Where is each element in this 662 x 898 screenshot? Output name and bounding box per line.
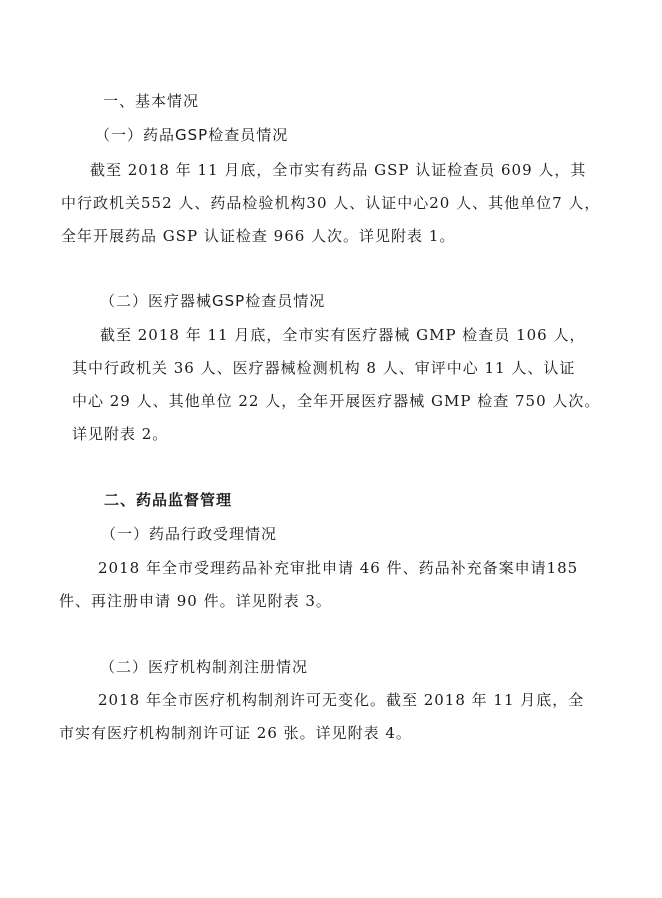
subsection-heading-drug-gsp-inspectors: （一）药品GSP检查员情况 xyxy=(95,126,289,144)
paragraph-line: 中心 29 人、其他单位 22 人，全年开展医疗器械 GMP 检查 750 人次。 xyxy=(72,392,601,410)
section-heading-basic-info: 一、基本情况 xyxy=(103,92,200,110)
paragraph-line: 截至 2018 年 11 月底，全市实有药品 GSP 认证检查员 609 人，其 xyxy=(90,161,587,179)
paragraph-line: 件、再注册申请 90 件。详见附表 3。 xyxy=(59,592,332,610)
subsection-heading-drug-admin-acceptance: （一）药品行政受理情况 xyxy=(101,525,278,543)
paragraph-line: 详见附表 2。 xyxy=(72,425,169,443)
paragraph-line: 其中行政机关 36 人、医疗器械检测机构 8 人、审评中心 11 人、认证 xyxy=(72,359,576,377)
paragraph-line: 2018 年全市受理药品补充审批申请 46 件、药品补充备案申请185 xyxy=(98,559,579,577)
section-heading-drug-supervision: 二、药品监督管理 xyxy=(104,491,233,509)
paragraph-line: 中行政机关552 人、药品检验机构30 人、认证中心20 人、其他单位7 人， xyxy=(61,194,601,212)
paragraph-line: 市实有医疗机构制剂许可证 26 张。详见附表 4。 xyxy=(59,724,412,742)
paragraph-line: 全年开展药品 GSP 认证检查 966 人次。详见附表 1。 xyxy=(61,227,456,245)
subsection-heading-institution-preparations: （二）医疗机构制剂注册情况 xyxy=(100,658,309,676)
paragraph-line: 截至 2018 年 11 月底，全市实有医疗器械 GMP 检查员 106 人， xyxy=(100,326,586,344)
subsection-heading-device-gsp-inspectors: （二）医疗器械GSP检查员情况 xyxy=(100,292,326,310)
paragraph-line: 2018 年全市医疗机构制剂许可无变化。截至 2018 年 11 月底，全 xyxy=(98,691,585,709)
